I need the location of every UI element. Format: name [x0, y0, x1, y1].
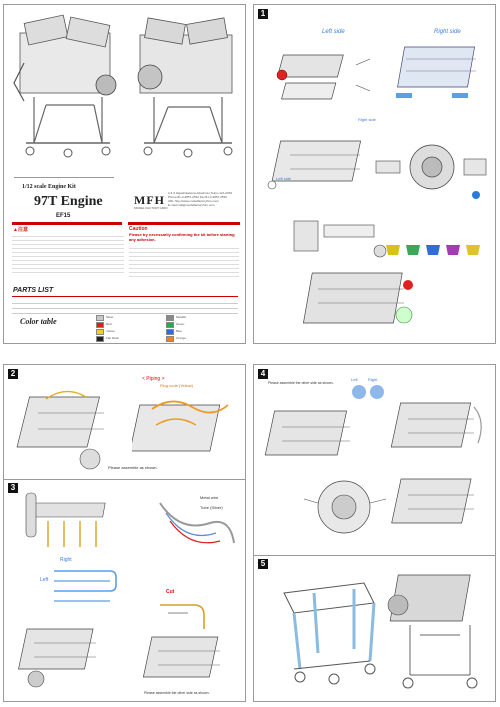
tube-label: Tube (Silver) [200, 505, 223, 510]
parts-list-heading: PARTS LIST [13, 287, 54, 294]
color-swatch-label: Flat black [106, 336, 119, 340]
color-swatch [166, 315, 174, 321]
step-divider [4, 479, 246, 480]
left-label: Left [40, 577, 49, 583]
step-number: 4 [258, 369, 268, 379]
step3-engine-diagram-b [140, 627, 240, 697]
step3-pipe-routing-diagram [50, 561, 120, 611]
assembled-engine-diagram [284, 263, 434, 343]
right-label: Right [60, 557, 72, 563]
step1-page [253, 4, 496, 344]
color-table-heading: Color table [20, 317, 57, 326]
color-swatch [96, 315, 104, 321]
cylinder-head-left-diagram [266, 45, 376, 115]
cylinder-head-right-diagram [392, 39, 492, 109]
step-number: 1 [258, 9, 268, 19]
color-swatch-label: Red [106, 322, 112, 326]
address-line: E-mail:mail@modelfactoryhiro.com [168, 203, 215, 207]
metal-wire-label: Metal wire [200, 495, 219, 500]
left-circle-label: Left [351, 377, 358, 382]
step3-intake-diagram [18, 487, 138, 557]
color-swatch [96, 329, 104, 335]
step-number: 3 [8, 483, 18, 493]
kit-scale-title: 1/12 scale Engine Kit [22, 184, 76, 190]
address-line: URL:http://www.modelfactoryhiro.com/ [168, 199, 220, 203]
color-swatch [166, 322, 174, 328]
cover-title-line [14, 177, 114, 178]
address-block [168, 191, 244, 207]
caution-en-label: Caution [129, 226, 148, 232]
color-swatch-label: Metallic [176, 315, 187, 319]
brand-subtext: MODEL FACTORY HIRO [134, 206, 168, 210]
color-swatch [96, 336, 104, 342]
caution-jp-bar [12, 222, 122, 225]
engine-on-stand-diagram [380, 565, 490, 695]
color-swatch-label: Yellow [106, 329, 115, 333]
crankcase-diagram [372, 131, 492, 211]
step2-engine-diagram [16, 379, 126, 479]
step2-step3-page [3, 364, 246, 702]
parts-detail-diagram [284, 211, 394, 271]
caution-jp-label: ▲注意 [13, 227, 28, 233]
right-side-caption: Right side [358, 117, 376, 122]
right-circle-badge [370, 385, 384, 399]
left-side-heading: Left side [322, 29, 345, 35]
paint-color-chips [384, 241, 494, 263]
caution-en-bar [128, 222, 240, 225]
kit-main-title: 97T Engine [34, 194, 103, 209]
step3-exhaust-diagram [150, 493, 240, 563]
cover-page [3, 4, 246, 344]
color-swatch-label: Orange [176, 336, 187, 340]
step-number: 5 [258, 559, 268, 569]
engine-illustration-left [10, 13, 125, 163]
caution-en-text [129, 245, 239, 280]
address-line: 2-3-3 Higashikatsura,Adachi-ku,Tokyo 121-0063 [168, 191, 233, 195]
right-circle-label: Right [368, 377, 378, 382]
step-divider [254, 555, 496, 556]
step4-engine-diagram-b [390, 387, 490, 467]
step4-engine-diagram-a [262, 395, 372, 475]
kit-subtitle: EF15 [56, 213, 71, 219]
step4-bellhousing-diagram [294, 469, 394, 549]
color-table [96, 315, 236, 343]
plug-code-label: Plug code (Yellow) [160, 383, 193, 388]
color-swatch [166, 336, 174, 342]
engine-stand-diagram [274, 573, 384, 693]
engine-illustration-right [128, 13, 243, 163]
step3-note: Please assemble the other side as shown. [144, 691, 210, 695]
right-side-heading: Right side [434, 29, 461, 35]
step2-piping-diagram [132, 385, 242, 475]
step-number: 2 [8, 369, 18, 379]
color-swatch [166, 329, 174, 335]
color-swatch-label: Green [176, 322, 185, 326]
cut-label: Cut [166, 589, 175, 595]
step4-engine-diagram-c [390, 465, 490, 545]
step3-engine-diagram-a [16, 615, 116, 695]
step4-note: Please assemble the other side as shown. [268, 381, 334, 385]
color-swatch-label: Blue [176, 329, 183, 333]
caution-en-heading: Please try necessarily confirming the kit before starting any adhesion. [129, 232, 235, 242]
step2-note: Please assemble as shown. [108, 465, 158, 470]
parts-list-underline [12, 296, 238, 297]
piping-heading: < Piping > [142, 376, 165, 382]
left-side-caption: Left side [276, 176, 292, 181]
color-swatch [96, 322, 104, 328]
caution-jp-text [12, 233, 124, 276]
color-swatch-label: Silver [106, 315, 114, 319]
address-line: Phone:81-3-3857-2532 Fax:81-3-3857-2536 [168, 195, 227, 199]
step4-step5-page [253, 364, 496, 702]
brand-logo: MFH [134, 193, 165, 207]
